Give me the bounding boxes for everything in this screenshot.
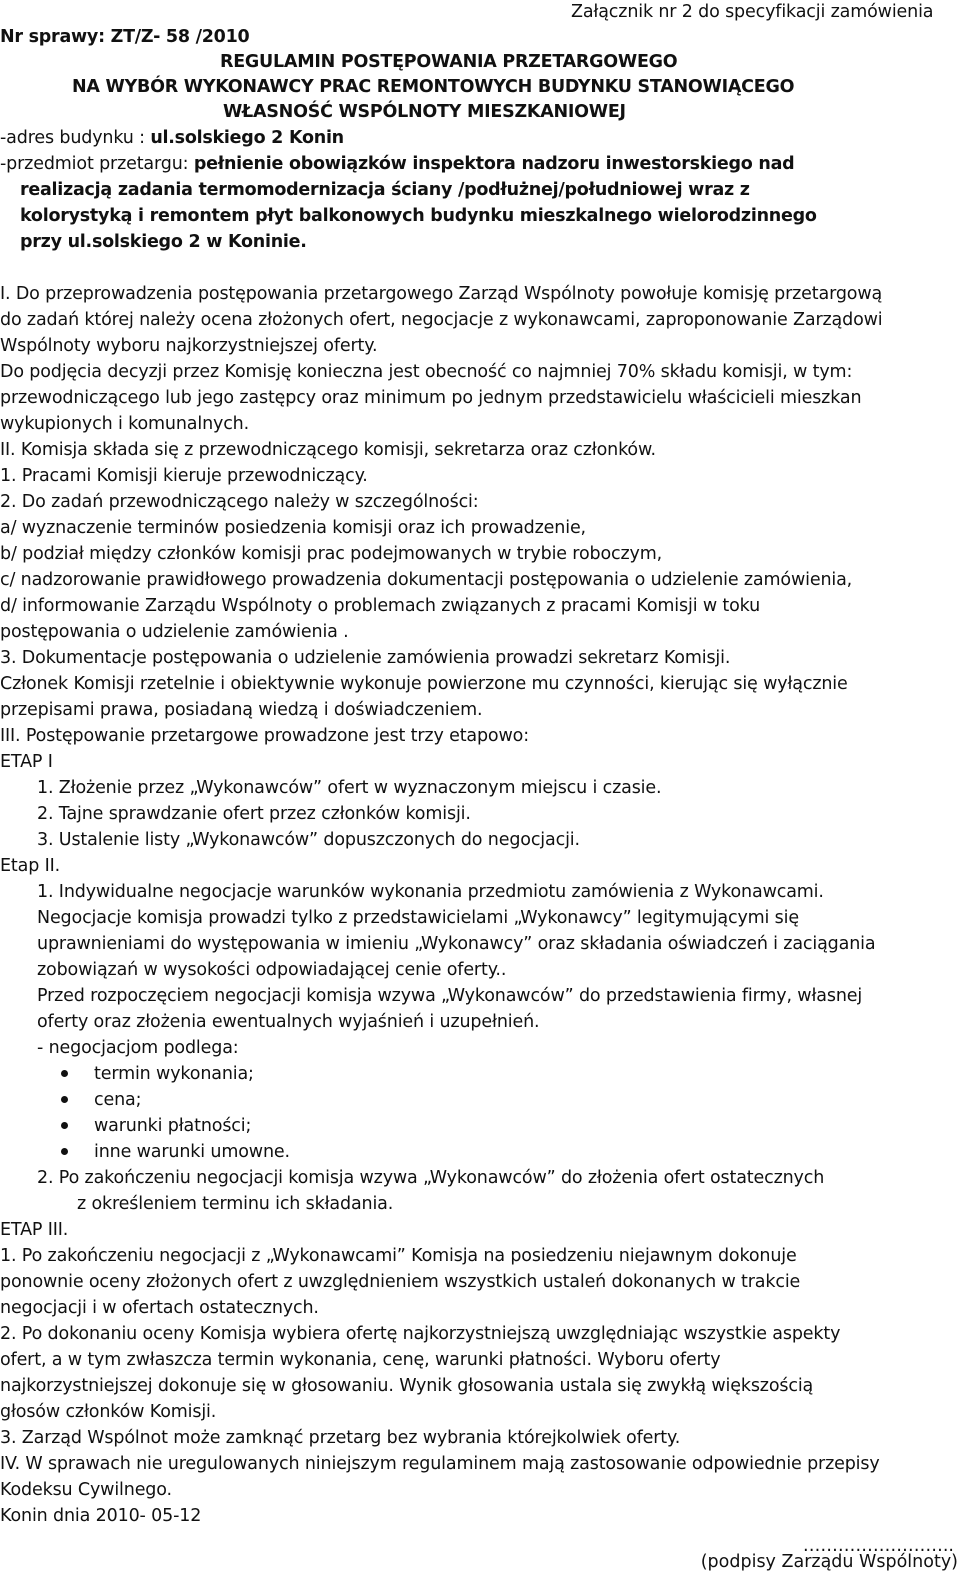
paragraph-line: z określeniem terminu ich składania. [77,1194,394,1214]
paragraph-line: Przed rozpoczęciem negocjacji komisja wzywa „Wykonawców” do przedstawienia firmy, własnej [37,986,863,1006]
subject-text-4: przy ul.solskiego 2 w Koninie. [20,232,307,252]
list-item: 1. Złożenie przez „Wykonawców” ofert w wyznaczonym miejscu i czasie. [37,778,662,798]
paragraph-line: Kodeksu Cywilnego. [0,1480,172,1500]
address-value: ul.solskiego 2 Konin [150,128,344,148]
paragraph-line: zobowiązań w wysokości odpowiadającej cenie oferty.. [37,960,507,980]
list-item: 2. Po dokonaniu oceny Komisja wybiera ofertę najkorzystniejszą uwzględniając wszystkie aspekty [0,1324,841,1344]
paragraph-line: najkorzystniejszej dokonuje się w głosowaniu. Wynik głosowania ustala się zwykłą większością [0,1376,814,1396]
paragraph-line: I. Do przeprowadzenia postępowania przetargowego Zarząd Wspólnoty powołuje komisję przetargową [0,284,883,304]
paragraph-line: głosów członków Komisji. [0,1402,217,1422]
paragraph-line: Negocjacje komisja prowadzi tylko z przedstawicielami „Wykonawcy” legitymującymi się [37,908,799,928]
bullet-item: termin wykonania; [94,1064,254,1084]
list-item: c/ nadzorowanie prawidłowego prowadzenia dokumentacji postępowania o udzielenie zamówienia, [0,570,853,590]
list-item: 2. Do zadań przewodniczącego należy w szczególności: [0,492,479,512]
attachment-note: Załącznik nr 2 do specyfikacji zamówienia [571,2,934,22]
bullet-icon [61,1070,68,1077]
bullet-item: cena; [94,1090,142,1110]
paragraph-line: Do podjęcia decyzji przez Komisję konieczna jest obecność co najmniej 70% składu komisji, w tym: [0,362,853,382]
paragraph-line: wykupionych i komunalnych. [0,414,250,434]
list-item: 3. Zarząd Wspólnot może zamknąć przetarg bez wybrania którejkolwiek oferty. [0,1428,681,1448]
subject-text-2: realizacją zadania termomodernizacja ściany /podłużnej/południowej wraz z [20,180,750,200]
bullet-icon [61,1122,68,1129]
subject-text-1: pełnienie obowiązków inspektora nadzoru inwestorskiego nad [193,154,795,174]
stage-heading: ETAP I [0,752,53,772]
subject-line [0,152,794,176]
list-item: postępowania o udzielenie zamówienia . [0,622,349,642]
stage-heading: ETAP III. [0,1220,69,1240]
title-line-2: NA WYBÓR WYKONAWCY PRAC REMONTOWYCH BUDYNKU STANOWIĄCEGO [72,77,795,97]
paragraph-line: Członek Komisji rzetelnie i obiektywnie wykonuje powierzone mu czynności, kierując się wyłącznie [0,674,848,694]
bullet-icon [61,1096,68,1103]
list-item: d/ informowanie Zarządu Wspólnoty o problemach związanych z pracami Komisji w toku [0,596,761,616]
case-number: Nr sprawy: ZT/Z- 58 /2010 [0,27,250,47]
list-item: 2. Tajne sprawdzanie ofert przez członków komisji. [37,804,471,824]
address-label: -adres budynku : [0,128,151,148]
subject-text-3: kolorystyką i remontem płyt balkonowych budynku mieszkalnego wielorodzinnego [20,206,817,226]
stage-heading: Etap II. [0,856,60,876]
section-heading: IV. W sprawach nie uregulowanych niniejszym regulaminem mają zastosowanie odpowiednie przepisy [0,1454,880,1474]
signature-caption: (podpisy Zarządu Wspólnoty) [700,1551,958,1572]
bullet-item: warunki płatności; [94,1116,252,1136]
paragraph-line: - negocjacjom podlega: [37,1038,239,1058]
address-line [0,126,344,150]
bullet-item: inne warunki umowne. [94,1142,290,1162]
bullet-icon [61,1148,68,1155]
list-item: 1. Po zakończeniu negocjacji z „Wykonawcami” Komisja na posiedzeniu niejawnym dokonuje [0,1246,797,1266]
paragraph-line: do zadań której należy ocena złożonych ofert, negocjacje z wykonawcami, zaproponowanie Zarządowi [0,310,883,330]
section-heading: III. Postępowanie przetargowe prowadzone jest trzy etapowo: [0,726,529,746]
paragraph-line: negocjacji i w ofertach ostatecznych. [0,1298,319,1318]
list-item: 1. Indywidualne negocjacje warunków wykonania przedmiotu zamówienia z Wykonawcami. [37,882,824,902]
paragraph-line: Wspólnoty wyboru najkorzystniejszej oferty. [0,336,378,356]
list-item: 3. Ustalenie listy „Wykonawców” dopuszczonych do negocjacji. [37,830,580,850]
paragraph-line: przepisami prawa, posiadaną wiedzą i doświadczeniem. [0,700,483,720]
subject-label: -przedmiot przetargu: [0,154,194,174]
list-item: 1. Pracami Komisji kieruje przewodniczący. [0,466,368,486]
list-item: b/ podział między członków komisji prac podejmowanych w trybie roboczym, [0,544,663,564]
paragraph-line: uprawnieniami do występowania w imieniu „Wykonawcy” oraz składania oświadczeń i zaciągania [37,934,876,954]
list-item: 3. Dokumentacje postępowania o udzielenie zamówienia prowadzi sekretarz Komisji. [0,648,731,668]
place-date: Konin dnia 2010- 05-12 [0,1506,202,1526]
paragraph-line: ofert, a w tym zwłaszcza termin wykonania, cenę, warunki płatności. Wyboru oferty [0,1350,721,1370]
paragraph-line: oferty oraz złożenia ewentualnych wyjaśnień i uzupełnień. [37,1012,540,1032]
paragraph-line: przewodniczącego lub jego zastępcy oraz minimum po jednym przedstawicielu właścicieli mieszkan [0,388,862,408]
title-line-1: REGULAMIN POSTĘPOWANIA PRZETARGOWEGO [220,52,678,72]
list-item: a/ wyznaczenie terminów posiedzenia komisji oraz ich prowadzenie, [0,518,586,538]
section-heading: II. Komisja składa się z przewodniczącego komisji, sekretarza oraz członków. [0,440,656,460]
paragraph-line: ponownie oceny złożonych ofert z uwzględnieniem wszystkich ustaleń dokonanych w trakcie [0,1272,801,1292]
list-item: 2. Po zakończeniu negocjacji komisja wzywa „Wykonawców” do złożenia ofert ostatecznych [37,1168,825,1188]
signature-dots: …………………….. [802,1535,954,1556]
title-line-3: WŁASNOŚĆ WSPÓLNOTY MIESZKANIOWEJ [223,102,626,122]
